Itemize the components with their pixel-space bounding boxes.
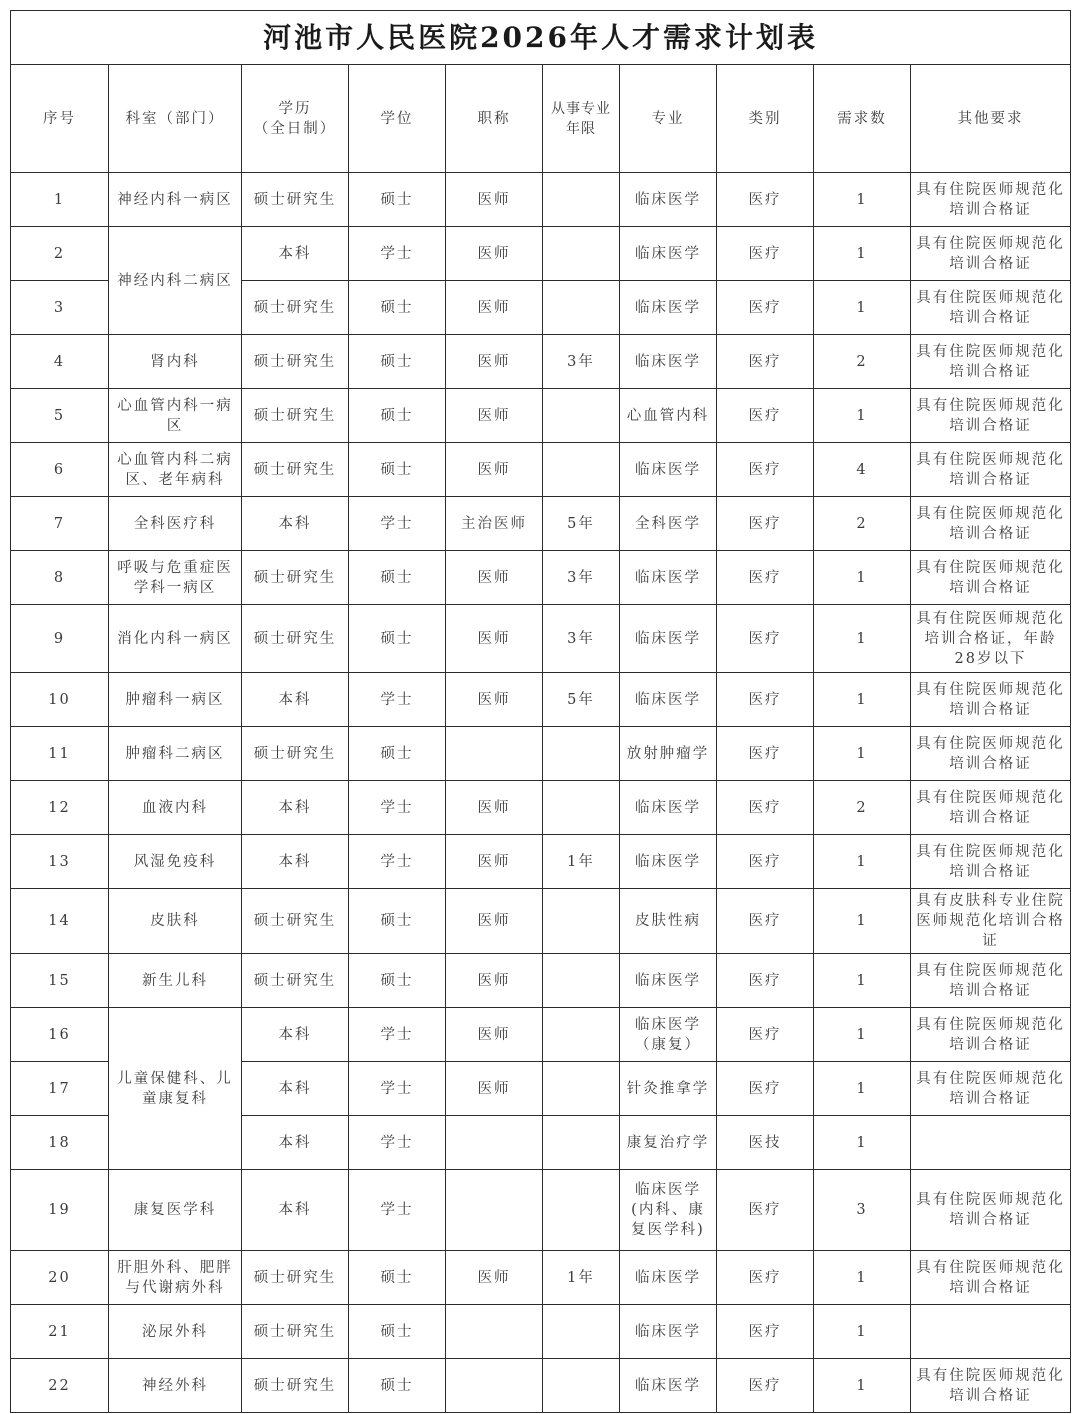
seq-cell: 8 [11,551,109,605]
years-cell [543,889,620,954]
education-cell: 本科 [242,1170,349,1251]
other-requirements-cell: 具有住院医师规范化培训合格证 [911,1008,1071,1062]
dept-cell: 肿瘤科二病区 [109,727,242,781]
count-cell: 1 [814,1008,911,1062]
table-row [11,1008,1071,1062]
title-cell-value: 医师 [446,889,543,954]
dept-cell: 呼吸与危重症医学科一病区 [109,551,242,605]
education-cell: 硕士研究生 [242,1251,349,1305]
count-cell: 1 [814,173,911,227]
table-row [11,173,1071,227]
category-cell: 医疗 [717,443,814,497]
other-requirements-cell: 具有住院医师规范化培训合格证 [911,1062,1071,1116]
years-cell [543,389,620,443]
degree-cell: 学士 [349,497,446,551]
title-cell-value: 医师 [446,673,543,727]
count-cell: 2 [814,497,911,551]
seq-cell: 20 [11,1251,109,1305]
table-row [11,497,1071,551]
header-education-line2: （全日制） [253,120,337,137]
category-cell: 医疗 [717,497,814,551]
count-cell: 1 [814,954,911,1008]
category-cell: 医疗 [717,605,814,673]
seq-cell: 11 [11,727,109,781]
category-cell: 医疗 [717,1170,814,1251]
degree-cell: 硕士 [349,281,446,335]
years-cell [543,1116,620,1170]
table-row [11,1305,1071,1359]
years-cell: 5年 [543,497,620,551]
title-cell-value: 医师 [446,605,543,673]
education-cell: 硕士研究生 [242,727,349,781]
other-requirements-cell: 具有皮肤科专业住院医师规范化培训合格证 [911,889,1071,954]
count-cell: 1 [814,1305,911,1359]
degree-cell: 学士 [349,1008,446,1062]
education-cell: 硕士研究生 [242,281,349,335]
other-requirements-cell: 具有住院医师规范化培训合格证，年龄28岁以下 [911,605,1071,673]
major-cell: 临床医学 [620,1305,717,1359]
header-major: 专业 [620,65,717,173]
table-row [11,1170,1071,1251]
seq-cell: 5 [11,389,109,443]
dept-cell: 神经内科二病区 [109,227,242,335]
degree-cell: 学士 [349,673,446,727]
years-cell [543,781,620,835]
other-requirements-cell: 具有住院医师规范化培训合格证 [911,227,1071,281]
title-cell-value: 医师 [446,835,543,889]
degree-cell: 学士 [349,227,446,281]
degree-cell: 硕士 [349,335,446,389]
category-cell: 医疗 [717,551,814,605]
education-cell: 硕士研究生 [242,1305,349,1359]
other-requirements-cell: 具有住院医师规范化培训合格证 [911,551,1071,605]
category-cell: 医疗 [717,335,814,389]
title-cell-value: 医师 [446,551,543,605]
dept-cell: 肾内科 [109,335,242,389]
other-requirements-cell: 具有住院医师规范化培训合格证 [911,173,1071,227]
degree-cell: 硕士 [349,605,446,673]
major-cell: 临床医学 [620,1359,717,1413]
category-cell: 医疗 [717,227,814,281]
title-cell-value: 医师 [446,443,543,497]
title-cell-value: 医师 [446,335,543,389]
major-cell: 临床医学（康复） [620,1008,717,1062]
category-cell: 医疗 [717,781,814,835]
major-cell: 康复治疗学 [620,1116,717,1170]
degree-cell: 硕士 [349,1251,446,1305]
seq-cell: 18 [11,1116,109,1170]
education-cell: 硕士研究生 [242,954,349,1008]
education-cell: 硕士研究生 [242,889,349,954]
category-cell: 医疗 [717,727,814,781]
table-row [11,1251,1071,1305]
major-cell: 心血管内科 [620,389,717,443]
education-cell: 本科 [242,835,349,889]
education-cell: 硕士研究生 [242,389,349,443]
degree-cell: 学士 [349,1170,446,1251]
title-cell-value [446,1359,543,1413]
count-cell: 1 [814,889,911,954]
category-cell: 医技 [717,1116,814,1170]
other-requirements-cell: 具有住院医师规范化培训合格证 [911,281,1071,335]
title-cell-value: 医师 [446,1008,543,1062]
education-cell: 本科 [242,1008,349,1062]
major-cell: 临床医学 [620,781,717,835]
degree-cell: 硕士 [349,443,446,497]
table-row [11,335,1071,389]
other-requirements-cell: 具有住院医师规范化培训合格证 [911,335,1071,389]
education-cell: 本科 [242,781,349,835]
other-requirements-cell [911,1305,1071,1359]
title-cell-value [446,727,543,781]
seq-cell: 1 [11,173,109,227]
count-cell: 2 [814,335,911,389]
table-row [11,727,1071,781]
degree-cell: 学士 [349,781,446,835]
title-cell-value: 医师 [446,1062,543,1116]
title-cell-value: 医师 [446,1251,543,1305]
header-years [543,65,620,173]
title-cell-value [446,1116,543,1170]
table-row [11,605,1071,673]
years-cell [543,1062,620,1116]
major-cell: 皮肤性病 [620,889,717,954]
years-cell: 5年 [543,673,620,727]
years-cell: 3年 [543,335,620,389]
degree-cell: 硕士 [349,173,446,227]
major-cell: 临床医学 [620,954,717,1008]
years-cell: 1年 [543,1251,620,1305]
title-cell-value: 医师 [446,781,543,835]
education-cell: 本科 [242,1062,349,1116]
seq-cell: 3 [11,281,109,335]
degree-cell: 硕士 [349,889,446,954]
count-cell: 1 [814,727,911,781]
seq-cell: 4 [11,335,109,389]
seq-cell: 19 [11,1170,109,1251]
category-cell: 医疗 [717,1359,814,1413]
education-cell: 本科 [242,673,349,727]
title-cell-value: 医师 [446,954,543,1008]
years-cell [543,727,620,781]
years-cell [543,1359,620,1413]
degree-cell: 硕士 [349,727,446,781]
seq-cell: 17 [11,1062,109,1116]
category-cell: 医疗 [717,954,814,1008]
count-cell: 3 [814,1170,911,1251]
dept-cell: 全科医疗科 [109,497,242,551]
category-cell: 医疗 [717,1062,814,1116]
years-cell [543,281,620,335]
years-cell [543,1170,620,1251]
degree-cell: 硕士 [349,551,446,605]
count-cell: 4 [814,443,911,497]
degree-cell: 学士 [349,1116,446,1170]
title-cell-value: 医师 [446,281,543,335]
major-cell: 全科医学 [620,497,717,551]
other-requirements-cell: 具有住院医师规范化培训合格证 [911,443,1071,497]
category-cell: 医疗 [717,673,814,727]
count-cell: 1 [814,1251,911,1305]
other-requirements-cell: 具有住院医师规范化培训合格证 [911,673,1071,727]
major-cell: 放射肿瘤学 [620,727,717,781]
education-cell: 硕士研究生 [242,335,349,389]
header-education-line1: 学历 [278,100,312,117]
dept-cell: 康复医学科 [109,1170,242,1251]
header-title: 职称 [446,65,543,173]
major-cell: 临床医学 [620,173,717,227]
years-cell [543,227,620,281]
count-cell: 2 [814,781,911,835]
dept-cell: 皮肤科 [109,889,242,954]
seq-cell: 7 [11,497,109,551]
category-cell: 医疗 [717,281,814,335]
table-row [11,1359,1071,1413]
major-cell: 针灸推拿学 [620,1062,717,1116]
education-cell: 本科 [242,497,349,551]
dept-cell: 风湿免疫科 [109,835,242,889]
dept-cell: 心血管内科二病区、老年病科 [109,443,242,497]
count-cell: 1 [814,1359,911,1413]
degree-cell: 硕士 [349,1359,446,1413]
education-cell: 硕士研究生 [242,443,349,497]
years-cell [543,173,620,227]
major-cell: 临床医学 [620,835,717,889]
degree-cell: 学士 [349,835,446,889]
title-cell-value [446,1170,543,1251]
header-degree: 学位 [349,65,446,173]
category-cell: 医疗 [717,1251,814,1305]
count-cell: 1 [814,605,911,673]
seq-cell: 14 [11,889,109,954]
other-requirements-cell: 具有住院医师规范化培训合格证 [911,1359,1071,1413]
education-cell: 硕士研究生 [242,1359,349,1413]
header-education [242,65,349,173]
dept-cell: 泌尿外科 [109,1305,242,1359]
seq-cell: 13 [11,835,109,889]
major-cell: 临床医学(内科、康复医学科) [620,1170,717,1251]
major-cell: 临床医学 [620,281,717,335]
other-requirements-cell: 具有住院医师规范化培训合格证 [911,781,1071,835]
years-cell: 3年 [543,605,620,673]
seq-cell: 9 [11,605,109,673]
table-row [11,389,1071,443]
header-other: 其他要求 [911,65,1071,173]
seq-cell: 15 [11,954,109,1008]
degree-cell: 学士 [349,1062,446,1116]
degree-cell: 硕士 [349,389,446,443]
dept-cell: 新生儿科 [109,954,242,1008]
table-row [11,227,1071,281]
degree-cell: 硕士 [349,1305,446,1359]
table-header-row [11,65,1071,173]
seq-cell: 2 [11,227,109,281]
header-seq: 序号 [11,65,109,173]
seq-cell: 10 [11,673,109,727]
major-cell: 临床医学 [620,551,717,605]
title-cell-value: 医师 [446,173,543,227]
dept-cell: 血液内科 [109,781,242,835]
category-cell: 医疗 [717,1008,814,1062]
header-dept: 科室（部门） [109,65,242,173]
seq-cell: 21 [11,1305,109,1359]
category-cell: 医疗 [717,389,814,443]
count-cell: 1 [814,281,911,335]
education-cell: 硕士研究生 [242,551,349,605]
years-cell: 1年 [543,835,620,889]
major-cell: 临床医学 [620,1251,717,1305]
other-requirements-cell: 具有住院医师规范化培训合格证 [911,1251,1071,1305]
degree-cell: 硕士 [349,954,446,1008]
other-requirements-cell: 具有住院医师规范化培训合格证 [911,1170,1071,1251]
seq-cell: 6 [11,443,109,497]
other-requirements-cell: 具有住院医师规范化培训合格证 [911,835,1071,889]
years-cell: 3年 [543,551,620,605]
major-cell: 临床医学 [620,443,717,497]
table-row [11,551,1071,605]
count-cell: 1 [814,551,911,605]
years-cell [543,954,620,1008]
years-cell [543,1305,620,1359]
dept-cell: 儿童保健科、儿童康复科 [109,1008,242,1170]
category-cell: 医疗 [717,173,814,227]
education-cell: 硕士研究生 [242,605,349,673]
major-cell: 临床医学 [620,605,717,673]
years-cell [543,1008,620,1062]
education-cell: 硕士研究生 [242,173,349,227]
dept-cell: 神经外科 [109,1359,242,1413]
category-cell: 医疗 [717,1305,814,1359]
count-cell: 1 [814,227,911,281]
count-cell: 1 [814,1116,911,1170]
major-cell: 临床医学 [620,335,717,389]
header-count: 需求数 [814,65,911,173]
count-cell: 1 [814,673,911,727]
dept-cell: 肝胆外科、肥胖与代谢病外科 [109,1251,242,1305]
count-cell: 1 [814,389,911,443]
other-requirements-cell: 具有住院医师规范化培训合格证 [911,954,1071,1008]
title-cell-value [446,1305,543,1359]
table-row [11,954,1071,1008]
other-requirements-cell: 具有住院医师规范化培训合格证 [911,497,1071,551]
dept-cell: 消化内科一病区 [109,605,242,673]
major-cell: 临床医学 [620,673,717,727]
count-cell: 1 [814,1062,911,1116]
years-cell [543,443,620,497]
seq-cell: 22 [11,1359,109,1413]
other-requirements-cell: 具有住院医师规范化培训合格证 [911,727,1071,781]
title-cell-value: 医师 [446,389,543,443]
education-cell: 本科 [242,1116,349,1170]
category-cell: 医疗 [717,889,814,954]
count-cell: 1 [814,835,911,889]
dept-cell: 心血管内科一病区 [109,389,242,443]
header-years-line1: 从事专业 [551,100,611,117]
seq-cell: 12 [11,781,109,835]
table-row [11,889,1071,954]
title-cell-value: 医师 [446,227,543,281]
header-years-line2: 年限 [566,120,596,137]
table-row [11,835,1071,889]
major-cell: 临床医学 [620,227,717,281]
other-requirements-cell: 具有住院医师规范化培训合格证 [911,389,1071,443]
other-requirements-cell [911,1116,1071,1170]
dept-cell: 神经内科一病区 [109,173,242,227]
table-row [11,673,1071,727]
table-row [11,781,1071,835]
page-title: 河池市人民医院2026年人才需求计划表 [11,11,1071,65]
header-category: 类别 [717,65,814,173]
title-cell-value: 主治医师 [446,497,543,551]
seq-cell: 16 [11,1008,109,1062]
category-cell: 医疗 [717,835,814,889]
table-row [11,443,1071,497]
dept-cell: 肿瘤科一病区 [109,673,242,727]
talent-demand-table [10,10,1071,1413]
education-cell: 本科 [242,227,349,281]
